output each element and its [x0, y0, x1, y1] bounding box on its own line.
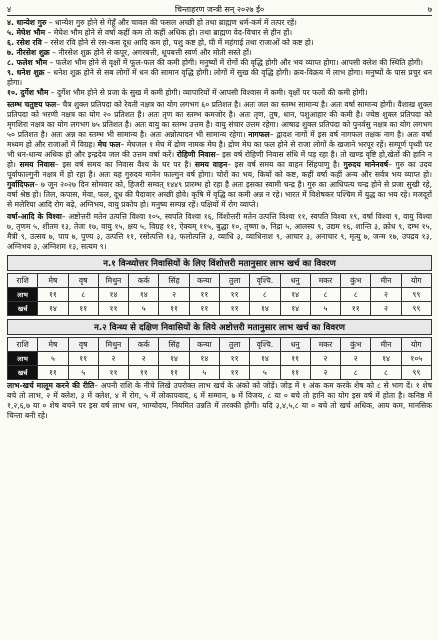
item-text: नीरसेश शुक्र होने से कपूर, अगरबत्ती, धूपबत्ती स्वर्ण और मोती सस्ते हों। [58, 48, 252, 57]
column-header: तुला [219, 338, 249, 352]
table-row [8, 352, 432, 366]
item-label: ८. फलेश भौम [7, 58, 48, 67]
rohini-text: – इस वर्ष रोहिणी निवास संधि में पड़ रहा है। तो खण्ड वृष्टि हो,खेतों की हानि न हो। [7, 150, 432, 169]
samay-niwas-text: – इस वर्ष समय का निवास वैश्य के घर पर है। [54, 160, 192, 169]
top-items [7, 18, 432, 98]
item-text: मेघेश भौम होने से वर्षा कहीं कम तो कहीं अधिक हो। तथा ब्राह्मण वेद-विचार से हीन हों। [53, 28, 293, 37]
table-cell: ११ [68, 352, 98, 366]
samay-niwas-label: समय निवास [19, 160, 55, 169]
gurudaya-label: गुरुदय मानेनवर्ष [343, 160, 389, 169]
column-header: सिंह [159, 338, 189, 352]
page-number: ७ [427, 4, 432, 14]
item-meghesh: ५. मेघेश भौम – मेघेश भौम होने से वर्षा कहीं कम तो कहीं अधिक हो। तथा ब्राह्मण वेद-विचार से हीन हों। [7, 28, 293, 37]
table-cell: ११ [38, 288, 68, 302]
meghphal-label: मेघ फल [97, 140, 121, 149]
table-cell: ८ [68, 288, 98, 302]
column-header: कुंभ [341, 338, 371, 352]
item-label: ९. धनेश शुक्र [7, 68, 45, 77]
row-label: लाभ [8, 288, 38, 302]
column-header: राशि [8, 338, 38, 352]
item-text: धनेश शुक्र होने से सब लोगों में धन की सामान वृद्धि होगी। लोगों में सुख की वृद्धि होगी। क्रय-विक्रय में लाभ होगा। मनुष्यों के पास प्रचुर धन होगा। [7, 68, 433, 87]
table-cell: ११ [219, 302, 249, 316]
column-header: मकर [310, 274, 340, 288]
table-cell: १४ [371, 352, 401, 366]
table-cell: ९९ [401, 302, 431, 316]
column-header: कर्क [129, 274, 159, 288]
table-row [8, 302, 432, 316]
column-header: राशि [8, 274, 38, 288]
column-header: योग [401, 274, 431, 288]
table-cell: ११ [98, 366, 128, 380]
table-cell: ५ [129, 302, 159, 316]
item-dhanesh: ९. धनेश शुक्र – धनेश शुक्र होने से सब लोगों में धन की सामान वृद्धि होगी। लोगों में सुख की वृद्धि होगी। क्रय-विक्रय में लाभ होगा। मनुष्यों के पास प्रचुर धन होगा। [7, 68, 433, 87]
table-cell: १४ [280, 302, 310, 316]
samay-vahan-text: – इस वर्ष समय का वाहन सिंहपाणु है। [227, 160, 340, 169]
table-cell: ११ [280, 352, 310, 366]
table-cell: ११ [68, 302, 98, 316]
table-cell: ११ [189, 288, 219, 302]
item-rasesh: ६. रसेश रवि – रसेश रवि होने से रस-कस दूध आदि कम हो, पशु कष्ट हो, घी में महंगाई तथा राजाओं को कष्ट हो। [7, 38, 314, 47]
table-cell: ११ [38, 366, 68, 380]
column-header: वृश्चि. [250, 274, 280, 288]
item-dhanyesh: ४. धान्येश गुरु – धान्येश गुरु होने से गेहूँ और चावल की फसल अच्छी हो तथा ब्राह्मण धर्म-कर्म में तत्पर रहें। [7, 18, 297, 27]
column-header: धनु [280, 274, 310, 288]
meghphal-text: – मेघजल १ मेघ में द्रोण नामक मेघ है। द्रोण मेघ का फल होने से राजा लोगों के खजाने भरपूर रहें। सम्पूर्ण पृथ्वी पर भी धन-धान्य अधिक हो और इन्द्रदेव जल की उत्तम वर्षा करें। [7, 140, 432, 159]
table-cell: ११ [159, 366, 189, 380]
table-cell: ८ [341, 288, 371, 302]
item-label: ५. मेघेश भौम [7, 28, 46, 37]
page-header [7, 3, 432, 16]
table-cell: २ [310, 352, 340, 366]
table-cell: २ [341, 352, 371, 366]
body-text [7, 100, 432, 252]
item-nirasesh: ७. नीरसेश शुक्र – नीरसेश शुक्र होने से कपूर, अगरबत्ती, धूपबत्ती स्वर्ण और मोती सस्ते हों। [7, 48, 252, 57]
column-header: मेष [38, 338, 68, 352]
table-cell: २ [159, 288, 189, 302]
table-cell: १४ [280, 288, 310, 302]
table-cell: १४ [38, 302, 68, 316]
gurvadi-text: – ७ जून २०२७ दिन सोमवार को, हिजरी सम्वत् १४४९ प्रारम्भ हो रहा है अतः इसका स्वामी चन्द्र है। गुरु का आधिपत्य चन्द्र होने से प्रजा सुखी रहे, वर्षा श्रेष्ठ हो। तिल, कपास, मेवा, फल, दूध की पैदावार अच्छी होवे। कृषि में वृद्धि का कमी अन्न न रहे। भारत में विशेषकर पश्चिम में युद्ध का भय रहे। मजदूरों से मलेरिया आदि रोग बढ़े, अग्निभय, वायु प्रकोप हो। मनुष्य सम्पन्न रहें। पक्षियों में रोग व्याप्ते। [7, 180, 432, 209]
item-phalesh: ८. फलेश भौम – फलेश भौम होने से वृक्षों में फूल-फल की कमी होगी। मनुष्यों में रोगों की वृद्धि होगी और भय व्याप्त होगा। आपसी क्लेश की स्थिति होगी। [7, 58, 424, 67]
table-cell: ११ [219, 288, 249, 302]
table-header-row [8, 274, 432, 288]
item-text: रसेश रवि होने से रस-कस दूध आदि कम हो, पशु कष्ट हो, घी में महंगाई तथा राजाओं को कष्ट हो। [50, 38, 314, 47]
column-header: सिंह [159, 274, 189, 288]
table-cell: ५ [310, 302, 340, 316]
table-cell: ५ [189, 366, 219, 380]
column-header: मिथुन [98, 338, 128, 352]
samay-vahan-label: समय वाहन [194, 160, 228, 169]
table-cell: २ [98, 352, 128, 366]
item-label: १०. दुर्गेश भौम [7, 88, 49, 97]
column-header: मकर [310, 338, 340, 352]
row-label: खर्च [8, 302, 38, 316]
column-header: कन्या [189, 338, 219, 352]
table-header-row [8, 338, 432, 352]
vishwa-label: वर्षा-आदि के विश्वा [7, 212, 62, 221]
table1-title: न.१ विन्ध्योत्तर निवासियों के लिए विंशोत्तरी मतानुसार लाभ खर्च का विवरण [7, 255, 432, 271]
table-cell: १४ [98, 288, 128, 302]
table-cell: ९९ [401, 288, 431, 302]
table-cell: ८ [341, 366, 371, 380]
item-label: ७. नीरसेश शुक्र [7, 48, 50, 57]
table-cell: ८ [371, 366, 401, 380]
stambh-label: स्तम्भ चतुष्टय फल [7, 100, 57, 109]
column-header: धनु [280, 338, 310, 352]
table-cell: २ [371, 302, 401, 316]
table-cell: ५ [38, 352, 68, 366]
rohini-label: रोहिणी निवास [176, 150, 216, 159]
item-label: ६. रसेश रवि [7, 38, 42, 47]
table-cell: ११ [98, 302, 128, 316]
table-cell: ११ [129, 366, 159, 380]
table1 [7, 273, 432, 316]
table-cell: १४ [189, 352, 219, 366]
column-header: मेष [38, 274, 68, 288]
item-label: ४. धान्येश गुरु [7, 18, 47, 27]
item-text: धान्येश गुरु होने से गेहूँ और चावल की फसल अच्छी हो तथा ब्राह्मण धर्म-कर्म में तत्पर रहें। [55, 18, 297, 27]
table-cell: ८ [250, 288, 280, 302]
table-cell: ११ [341, 302, 371, 316]
gurvadi-label: गुर्वादिफल [7, 180, 35, 189]
table-cell: १४ [159, 352, 189, 366]
table-cell: १०५ [401, 352, 431, 366]
item-text: फलेश भौम होने से वृक्षों में फूल-फल की कमी होगी। मनुष्यों में रोगों की वृद्धि होगी और भय व्याप्त होगा। आपसी क्लेश की स्थिति होगी। [55, 58, 424, 67]
column-header: मीन [371, 274, 401, 288]
vishwa-text: – अष्टोत्तरी मतेन उत्पत्ति विश्वा १०५, स्वपति विश्वा १६, विंशोत्तरी मतेन उत्पत्ति विश्वा ११, स्वपति विश्वा १९, वर्षा विश्वा ९, वायु विश्वा ७, तृणम ५, शीतम १३, तेजः १७, वायु १५, क्षय ५, विग्रह ११, ऐक्यम् ११५, बुद्धा १०, तृष्णा ७, निद्रा ५, आलस्य ९, उद्यम १६, शान्ति ३, क्रोध ९, दम्भ १५, मैत्री ९, उत्सव ७, पाप ७, पुण्य ३, उत्पत्ति ११, रसोत्पत्ति १३, फलोत्पत्ति ३, व्याधि ३, व्याधिनाश ९, आचार ३, अनाचार ९, मृत्यु ७, जन्म १७, उपद्रव १३, अग्निभय ३, अग्निशम १३, सत्यम ९। [7, 212, 432, 251]
table2 [7, 337, 432, 380]
item-text: दुर्गेश भौम होने से प्रजा के सुख में कमी होगी। व्यापारियों में आपसी विश्वास में कमी। वृक्षों पर फलों की कमी होगी। [57, 88, 368, 97]
table-cell: ११ [280, 366, 310, 380]
table-row [8, 366, 432, 380]
table2-title: न.२ विन्ध्य से दक्षिण निवासियों के लिये अष्टोत्तरी मतानुसार लाभ खर्च का विवरण [7, 319, 432, 335]
table-cell: ५ [68, 366, 98, 380]
column-header: कन्या [189, 274, 219, 288]
column-header: तुला [219, 274, 249, 288]
table-cell: ५ [250, 366, 280, 380]
gurudaya-text: – गुरु का उदय पूर्वाफाल्गुनी नक्षत्र में हो रहा है। अतः यह गुरुदय मानेन फाल्गुन वर्ष होगा। चोरों का भय, कियों को कष्ट, कहीं वर्षा कहीं अन्य और सर्वत्र भय व्याप्त हो। [7, 160, 432, 179]
method-note [7, 381, 432, 421]
table-cell: ८ [310, 288, 340, 302]
method-label: लाभ-खर्च मालूम करने की रीति [7, 381, 95, 390]
table-cell: ११ [189, 302, 219, 316]
header-left-number: ४ [7, 4, 12, 14]
column-header: योग [401, 338, 431, 352]
column-header: मिथुन [98, 274, 128, 288]
column-header: मीन [371, 338, 401, 352]
nagphal-label: नागफल [248, 130, 270, 139]
table-cell: ११ [159, 302, 189, 316]
table-cell: २ [310, 366, 340, 380]
column-header: वृष [68, 274, 98, 288]
column-header: कुंभ [341, 274, 371, 288]
method-text: – अपनी राशि के नीचे लिखे उपरोक्त लाभ खर्च के अंको को जोड़ें। जोड़ में १ अंक कम करके शेष को ८ से भाग दें। १ शेष बचे तो लाभ, २ में क्लेश, ३ में क्लेश, ४ में रोग, ५ में लोकापवाद, ६ में सम्मान, ७ में विजय, ८ या ० बचे तो हानि का योग इस वर्ष में होता है। कनिष्ठ में १,२,६,७ या ० शेष बचने पर इस वर्ष लाभ धन, भाग्योदय, नियमित उन्नति में तरक्की होगी। यदि ३,४,५,८ या ० बचे तो खर्च अधिक, आय कम, मानसिक चिन्ता बनी रहे। [7, 381, 432, 420]
header-title: चिन्ताहरण जन्त्री सन् २०२७ ई० [174, 4, 265, 14]
stambh-text: – चैत्र शुक्ल प्रतिपदा को रेवती नक्षत्र का योग लगभग ६० प्रतिशत है। अतः जल का स्तम्भ सामान्य है। अतः वर्षा सामान्य होगी। वैशाख शुक्ल प्रतिपदा को भरणी नक्षत्र का योग २० प्रतिशत है। अतः तृण का स्तम्भ कमजोर है। अतः तृण, तुष, धान, पशुआहार की कमी है। ज्येष्ठ शुक्ल प्रतिपदा को मृगशिरा नक्षत्र का योग लगभग ७५ प्रतिशत है। अतः वायु का स्तम्भ उत्तम है। वायु संचार उत्तम रहेगा। आषाढ शुक्ल प्रतिपदा को पुनर्वसु नक्षत्र का योग लगभग ५० प्रतिशत है। अतः अन्न का स्तम्भ भी सामान्य है। अतः अन्नोत्पादन भी सामान्य रहेगा। [7, 100, 432, 139]
table-cell: १४ [250, 302, 280, 316]
column-header: वृश्चि. [250, 338, 280, 352]
column-header: कर्क [129, 338, 159, 352]
column-header: वृष [68, 338, 98, 352]
table-cell: ११ [219, 352, 249, 366]
table-cell: १४ [250, 352, 280, 366]
table-cell: १४ [129, 288, 159, 302]
table-cell: ११ [219, 366, 249, 380]
row-label: खर्च [8, 366, 38, 380]
table-row [8, 288, 432, 302]
table-cell: २ [371, 288, 401, 302]
table-cell: ९९ [401, 366, 431, 380]
item-durgesh: १०. दुर्गेश भौम – दुर्गेश भौम होने से प्रजा के सुख में कमी होगी। व्यापारियों में आपसी विश्वास में कमी। वृक्षों पर फलों की कमी होगी। [7, 88, 368, 97]
nagphal-text: – द्वादश नागों में इस वर्ष नागफल तक्षक नाग है। अतः वर्षा मध्यम हो और राजाओं में विग्रह। [7, 130, 433, 149]
table-cell: २ [129, 352, 159, 366]
row-label: लाभ [8, 352, 38, 366]
